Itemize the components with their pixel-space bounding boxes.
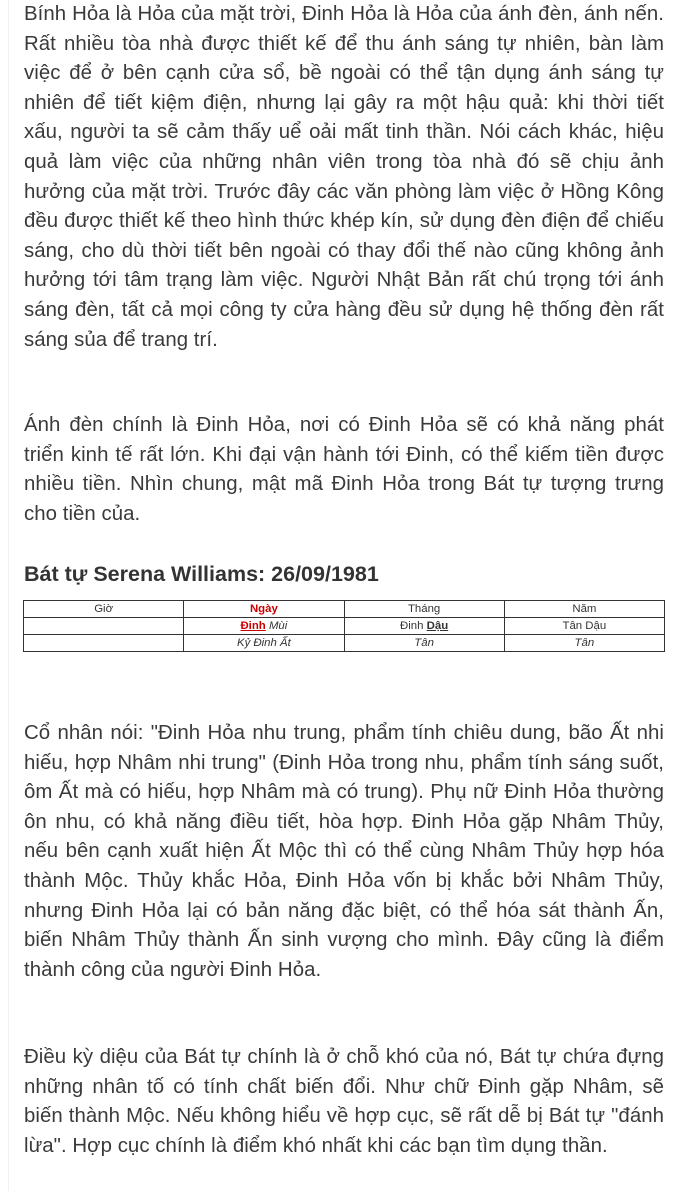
- section-heading-bat-tu: Bát tự Serena Williams: 26/09/1981: [24, 562, 379, 586]
- month-branch: Dậu: [426, 620, 449, 632]
- cell-month-pillar: [344, 618, 504, 635]
- bat-tu-table: [23, 600, 665, 652]
- paragraph-dieu-ky-dieu: Điều kỳ diệu của Bát tự chính là ở chỗ khó của nó, Bát tự chứa đựng những nhân tố có tính chất biến đổi. Như chữ Đinh gặp Nhâm, sẽ biến thành Mộc. Nếu không hiểu về hợp cục, sẽ rất dễ bị Bát tự "đánh lừa". Hợp cục chính là điểm khó nhất khi các bạn tìm dụng thần.: [24, 1046, 664, 1157]
- cell-year-pillar: Tân Dậu: [504, 618, 664, 635]
- cell-month-header: Tháng: [344, 601, 504, 618]
- cell-day-hidden: Kỷ Đinh Ất: [184, 635, 344, 652]
- cell-day-header: Ngày: [184, 601, 344, 618]
- table-row-pillars: [24, 618, 665, 635]
- month-stem: Đinh: [400, 620, 424, 632]
- cell-year-header: Năm: [504, 601, 664, 618]
- cell-year-hidden: Tân: [504, 635, 664, 652]
- cell-month-hidden: Tân: [344, 635, 504, 652]
- day-branch: Mùi: [268, 620, 288, 632]
- paragraph-co-nhan-noi: Cổ nhân nói: "Đinh Hỏa nhu trung, phẩm tính chiêu dung, bão Ất nhi hiếu, hợp Nhâm nhi trung" (Đinh Hỏa trong nhu, phẩm tính sáng suốt, ôm Ất mà có hiếu, hợp Nhâm mà có trung). Phụ nữ Đinh Hỏa thường ôn nhu, có khả năng điều tiết, hòa hợp. Đinh Hỏa gặp Nhâm Thủy, nếu bên cạnh xuất hiện Ất Mộc thì có thể cùng Nhâm Thủy hợp hóa thành Mộc. Thủy khắc Hỏa, Đinh Hỏa vốn bị khắc bởi Nhâm Thủy, nhưng Đinh Hỏa lại có bản năng đặc biệt, có thể hóa sát thành Ấn, biến Nhâm Thủy thành Ấn sinh vượng cho mình. Đây cũng là điểm thành công của người Đinh Hỏa.: [24, 722, 664, 981]
- table-row-header: [24, 601, 665, 618]
- paragraph-anh-den: Ánh đèn chính là Đinh Hỏa, nơi có Đinh Hỏa sẽ có khả năng phát triển kinh tế rất lớn. Khi đại vận hành tới Đinh, có thể kiếm tiền được nhiều tiền. Nhìn chung, mật mã Đinh Hỏa trong Bát tự tượng trưng cho tiền của.: [24, 414, 664, 525]
- cell-hour-header: Giờ: [24, 601, 184, 618]
- cell-day-pillar: [184, 618, 344, 635]
- table-row-hidden-stems: [24, 635, 665, 652]
- paragraph-binh-dinh-hoa: Bính Hỏa là Hỏa của mặt trời, Đinh Hỏa là Hỏa của ánh đèn, ánh nến. Rất nhiều tòa nhà được thiết kế để thu ánh sáng tự nhiên, bàn làm việc để ở bên cạnh cửa sổ, bề ngoài có thể tận dụng ánh sáng tự nhiên để tiết kiệm điện, nhưng lại gây ra một hậu quả: khi thời tiết xấu, người ta sẽ cảm thấy uể oải mất tinh thần. Nói cách khác, hiệu quả làm việc của những nhân viên trong tòa nhà đó sẽ chịu ảnh hưởng của mặt trời. Trước đây các văn phòng làm việc ở Hồng Kông đều được thiết kế theo hình thức khép kín, sử dụng đèn điện để chiếu sáng, cho dù thời tiết bên ngoài có thay đổi thế nào cũng không ảnh hưởng tới tâm trạng làm việc. Người Nhật Bản rất chú trọng tới ánh sáng đèn, tất cả mọi công ty cửa hàng đều sử dụng hệ thống đèn rất sáng sủa để trang trí.: [24, 3, 664, 351]
- cell-hour-pillar: [24, 618, 184, 635]
- day-stem: Đinh: [240, 620, 266, 632]
- cell-hour-hidden: [24, 635, 184, 652]
